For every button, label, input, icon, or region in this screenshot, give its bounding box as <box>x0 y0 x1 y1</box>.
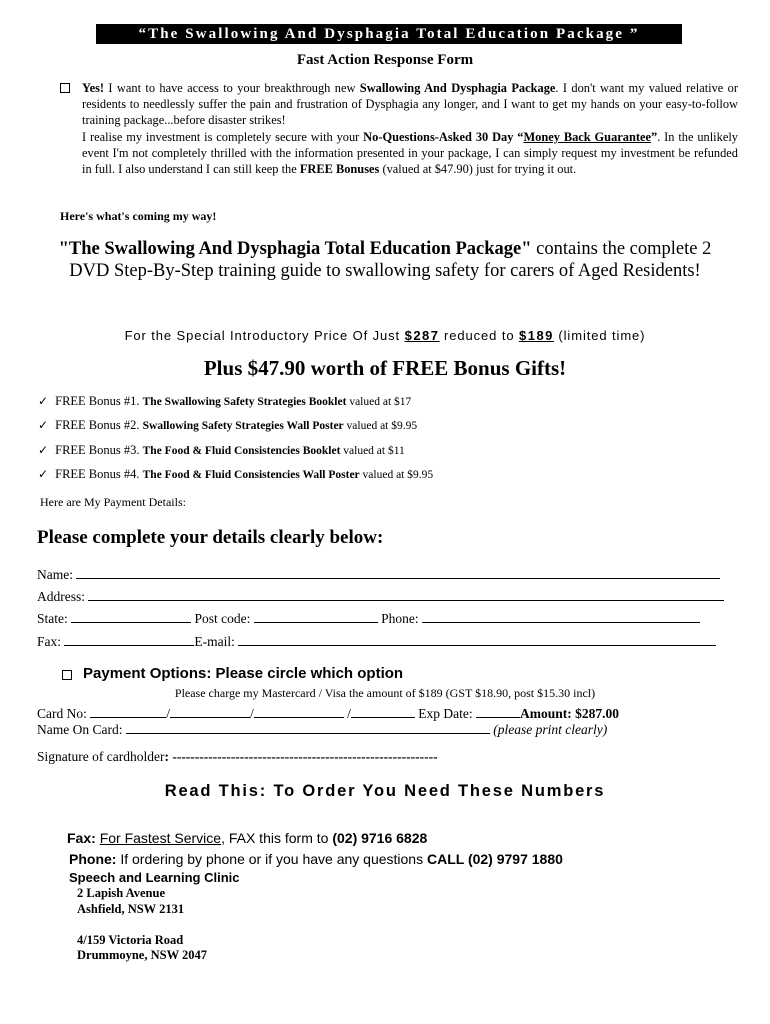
checkmark-icon: ✓ <box>38 443 49 457</box>
phone-contact-label: Phone: <box>69 851 117 867</box>
name-field[interactable] <box>76 566 720 579</box>
intro-p1-a: I want to have access to your breakthrough new <box>104 81 360 95</box>
payment-options-heading: Payment Options: Please circle which option <box>83 665 404 682</box>
clinic-name: Speech and Learning Clinic <box>69 870 240 885</box>
state-field[interactable] <box>71 610 191 623</box>
money-back-guarantee: Money Back Guarantee <box>523 129 651 144</box>
fax-text: , FAX this form to <box>221 830 333 846</box>
quote-close: ” <box>650 129 658 144</box>
checkmark-icon: ✓ <box>38 394 49 408</box>
fax-contact-row <box>67 830 427 846</box>
price-line <box>0 328 770 343</box>
package-name: "The Swallowing And Dysphagia Total Education Package" <box>58 239 532 259</box>
bonus-value: valued at $9.95 <box>359 469 434 481</box>
phone-field[interactable] <box>422 610 700 623</box>
bonus-value: valued at $17 <box>346 396 412 408</box>
print-clearly-note: (please print clearly) <box>493 722 608 737</box>
exp-date-label: Exp Date: <box>418 706 473 721</box>
exp-date-field[interactable] <box>476 705 520 718</box>
bonus-item: ✓ FREE Bonus #2. Swallowing Safety Strategies Wall Poster valued at $9.95 <box>38 418 418 432</box>
signature-label: Signature of cardholder <box>37 749 165 764</box>
signature-row <box>37 749 438 765</box>
card-slash: / <box>166 706 171 721</box>
intro-p2-c: (valued at $47.90) just for trying it out. <box>379 162 577 177</box>
package-description <box>40 238 730 282</box>
intro-text <box>82 80 738 177</box>
package-title-banner: “The Swallowing And Dysphagia Total Education Package ” <box>96 24 682 44</box>
phone-contact-row <box>69 851 563 867</box>
state-label: State: <box>37 611 68 626</box>
old-price: $287 <box>404 328 440 343</box>
card-slash: / <box>347 706 351 721</box>
postcode-field[interactable] <box>254 610 378 623</box>
charge-line: Please charge my Mastercard / Visa the amount of $189 (GST $18.90, post $15.30 incl) <box>174 686 596 700</box>
amount-label: Amount: $287.00 <box>520 706 620 721</box>
phone-text: If ordering by phone or if you have any questions <box>116 851 427 867</box>
address-label: Address: <box>37 589 85 604</box>
bonus-value: valued at $11 <box>340 445 405 457</box>
fastest-service: For Fastest Service <box>99 830 222 846</box>
address-1-line-2: Ashfield, NSW 2131 <box>77 902 185 916</box>
card-row <box>37 705 619 722</box>
package-desc-text: contains the complete 2 DVD Step-By-Step training guide to swallowing safety for carers of Aged Residents! <box>69 239 712 281</box>
card-no-field-2[interactable] <box>170 705 250 718</box>
fax-number: (02) 9716 6828 <box>332 830 428 846</box>
call-label: CALL <box>426 851 465 867</box>
bonus-name: Swallowing Safety Strategies Wall Poster <box>142 420 344 432</box>
name-row <box>37 566 720 583</box>
details-heading: Please complete your details clearly below: <box>37 527 384 548</box>
bonus-name: The Food & Fluid Consistencies Booklet <box>142 445 341 457</box>
checkmark-icon: ✓ <box>38 467 49 481</box>
card-no-label: Card No: <box>37 706 87 721</box>
quote-open: “ <box>517 129 524 144</box>
fax-contact-label: Fax: <box>67 830 96 846</box>
signature-field[interactable]: : ----------------------------------------------------------- <box>164 749 438 764</box>
intro-p2-b: . In the unlikely event I'm not completely thrilled with the information presented in your package, I can simply request my investment be refunded in full. I also understand I can still keep the <box>82 129 738 177</box>
card-no-field-1[interactable] <box>90 705 166 718</box>
bonus-heading: Plus $47.90 worth of FREE Bonus Gifts! <box>203 356 567 380</box>
bonus-item: ✓ FREE Bonus #4. The Food & Fluid Consistencies Wall Poster valued at $9.95 <box>38 467 434 481</box>
yes-checkbox[interactable] <box>60 83 70 93</box>
intro-p1-b: . I don't want my valued relative or residents to needlessly suffer the pain and frustration of Dysphagia any longer, and I want to get my hands on your easy-to-follow training package...before disaster strikes! <box>82 81 738 128</box>
free-bonuses-text: FREE Bonuses <box>299 162 380 177</box>
fax-field[interactable] <box>64 633 194 646</box>
intro-package-name: Swallowing And Dysphagia Package <box>359 81 556 95</box>
checkmark-icon: ✓ <box>38 418 49 432</box>
payment-details-label: Here are My Payment Details: <box>40 495 186 509</box>
form-title: Fast Action Response Form <box>296 52 474 68</box>
bonus-value: valued at $9.95 <box>343 420 418 432</box>
name-on-card-row <box>37 721 607 738</box>
bonus-name: The Food & Fluid Consistencies Wall Poster <box>142 469 360 481</box>
price-middle: reduced to <box>439 328 519 343</box>
coming-label: Here's what's coming my way! <box>60 209 217 223</box>
price-suffix: (limited time) <box>553 328 646 343</box>
price-prefix: For the Special Introductory Price Of Just <box>124 328 405 343</box>
new-price: $189 <box>518 328 554 343</box>
bonus-item: ✓ FREE Bonus #3. The Food & Fluid Consistencies Booklet valued at $11 <box>38 443 405 457</box>
postcode-label: Post code: <box>194 611 251 626</box>
bonus-label: FREE Bonus #1 <box>55 394 137 408</box>
read-this-heading: Read This: To Order You Need These Numbers <box>164 782 606 800</box>
intro-p2-a: I realise my investment is completely secure with your <box>82 129 364 144</box>
name-label: Name: <box>37 567 73 582</box>
phone-label: Phone: <box>381 611 419 626</box>
email-label: E-mail: <box>194 634 235 649</box>
address-field[interactable] <box>88 588 724 601</box>
address-2-line-1: 4/159 Victoria Road <box>77 933 184 947</box>
bonus-item: ✓ FREE Bonus #1. The Swallowing Safety Strategies Booklet valued at $17 <box>38 394 412 408</box>
email-field[interactable] <box>238 633 716 646</box>
name-on-card-label: Name On Card: <box>37 722 123 737</box>
phone-number: (02) 9797 1880 <box>464 851 563 867</box>
bonus-name: The Swallowing Safety Strategies Booklet <box>142 396 347 408</box>
state-row <box>37 610 700 627</box>
card-no-field-4[interactable] <box>351 705 415 718</box>
fax-label: Fax: <box>37 634 62 649</box>
yes-label: Yes! <box>82 81 105 95</box>
fax-email-row <box>37 633 716 650</box>
bonus-label: FREE Bonus #3 <box>55 443 137 457</box>
address-1-line-1: 2 Lapish Avenue <box>77 886 165 900</box>
intro-guarantee-period: No-Questions-Asked 30 Day <box>363 129 518 144</box>
name-on-card-field[interactable] <box>126 721 490 734</box>
bonus-label: FREE Bonus #4 <box>55 467 137 481</box>
card-slash: / <box>250 706 254 721</box>
address-2-line-2: Drummoyne, NSW 2047 <box>77 948 207 962</box>
bonus-label: FREE Bonus #2 <box>55 418 137 432</box>
address-row <box>37 588 724 605</box>
card-no-field-3[interactable] <box>254 705 344 718</box>
payment-options-checkbox[interactable] <box>62 670 72 680</box>
